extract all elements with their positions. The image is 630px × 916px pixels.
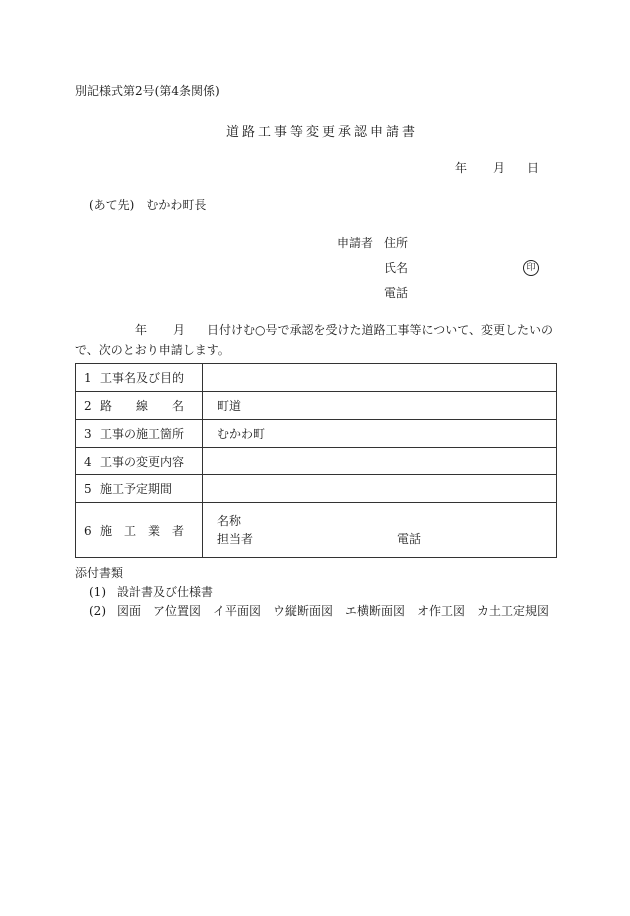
body-year: 年 — [135, 323, 148, 337]
row-number: 4 — [84, 454, 92, 469]
row-label-text: 路 線 名 — [100, 399, 185, 413]
document-title: 道路工事等変更承認申請書 — [226, 125, 419, 140]
applicant-name-label: 氏名 — [384, 261, 409, 275]
attachments-heading: 添付書類 — [75, 566, 124, 580]
contractor-person-line — [217, 530, 556, 548]
applicant-address-label: 住所 — [384, 236, 409, 250]
row-number: 6 — [84, 523, 92, 538]
date-day-label: 日 — [527, 161, 540, 175]
application-table — [75, 363, 557, 558]
date-month-label: 月 — [493, 161, 506, 175]
row-label-text: 施工予定期間 — [100, 482, 173, 496]
table-row — [76, 448, 557, 475]
table-row — [76, 364, 557, 392]
applicant-label: 申請者 — [337, 236, 374, 250]
attachment-number: (1) — [89, 585, 106, 599]
row-value — [203, 475, 557, 503]
row-label — [76, 364, 203, 392]
row-label-text: 工事の変更内容 — [100, 454, 185, 469]
row-value: 町道 — [203, 392, 557, 420]
table-row — [76, 392, 557, 420]
table-row — [76, 420, 557, 448]
row-value — [203, 448, 557, 475]
table-row-contractor — [76, 503, 557, 558]
row-number: 5 — [84, 482, 92, 496]
row-number: 1 — [84, 371, 92, 385]
attachment-text: 図面 ア位置図 イ平面図 ウ縦断面図 エ横断面図 オ作工図 カ土工定規図 — [117, 604, 550, 618]
attachment-item — [89, 603, 549, 619]
row-value — [203, 364, 557, 392]
row-label-text: 施 工 業 者 — [100, 523, 185, 538]
body-month: 月 — [173, 323, 186, 337]
row-label-text: 工事の施工箇所 — [100, 427, 185, 441]
row-label — [76, 503, 203, 558]
row-label — [76, 475, 203, 503]
seal-mark: 印 — [523, 260, 539, 276]
contractor-details — [203, 503, 557, 558]
form-reference: 別記様式第2号(第4条関係) — [75, 84, 220, 98]
date-year-label: 年 — [455, 161, 468, 175]
row-value: むかわ町 — [203, 420, 557, 448]
body-line2: で、次のとおり申請します。 — [75, 343, 230, 357]
table-row — [76, 475, 557, 503]
contractor-phone-label: 電話 — [397, 532, 422, 546]
attachment-text: 設計書及び仕様書 — [117, 585, 214, 599]
row-label — [76, 448, 203, 475]
attachment-number: (2) — [89, 604, 106, 618]
row-label — [76, 420, 203, 448]
applicant-phone-label: 電話 — [384, 286, 409, 300]
row-label-text: 工事名及び目的 — [100, 371, 185, 385]
contractor-name-label: 名称 — [217, 514, 242, 528]
row-number: 2 — [84, 399, 92, 413]
contractor-person-label: 担当者 — [217, 532, 254, 546]
attachment-item — [89, 584, 213, 600]
body-line1-rest: 日付けむ○号で承認を受けた道路工事等について、変更したいの — [207, 323, 553, 337]
addressee: (あて先) むかわ町長 — [89, 198, 207, 212]
row-number: 3 — [84, 427, 92, 441]
row-label — [76, 392, 203, 420]
